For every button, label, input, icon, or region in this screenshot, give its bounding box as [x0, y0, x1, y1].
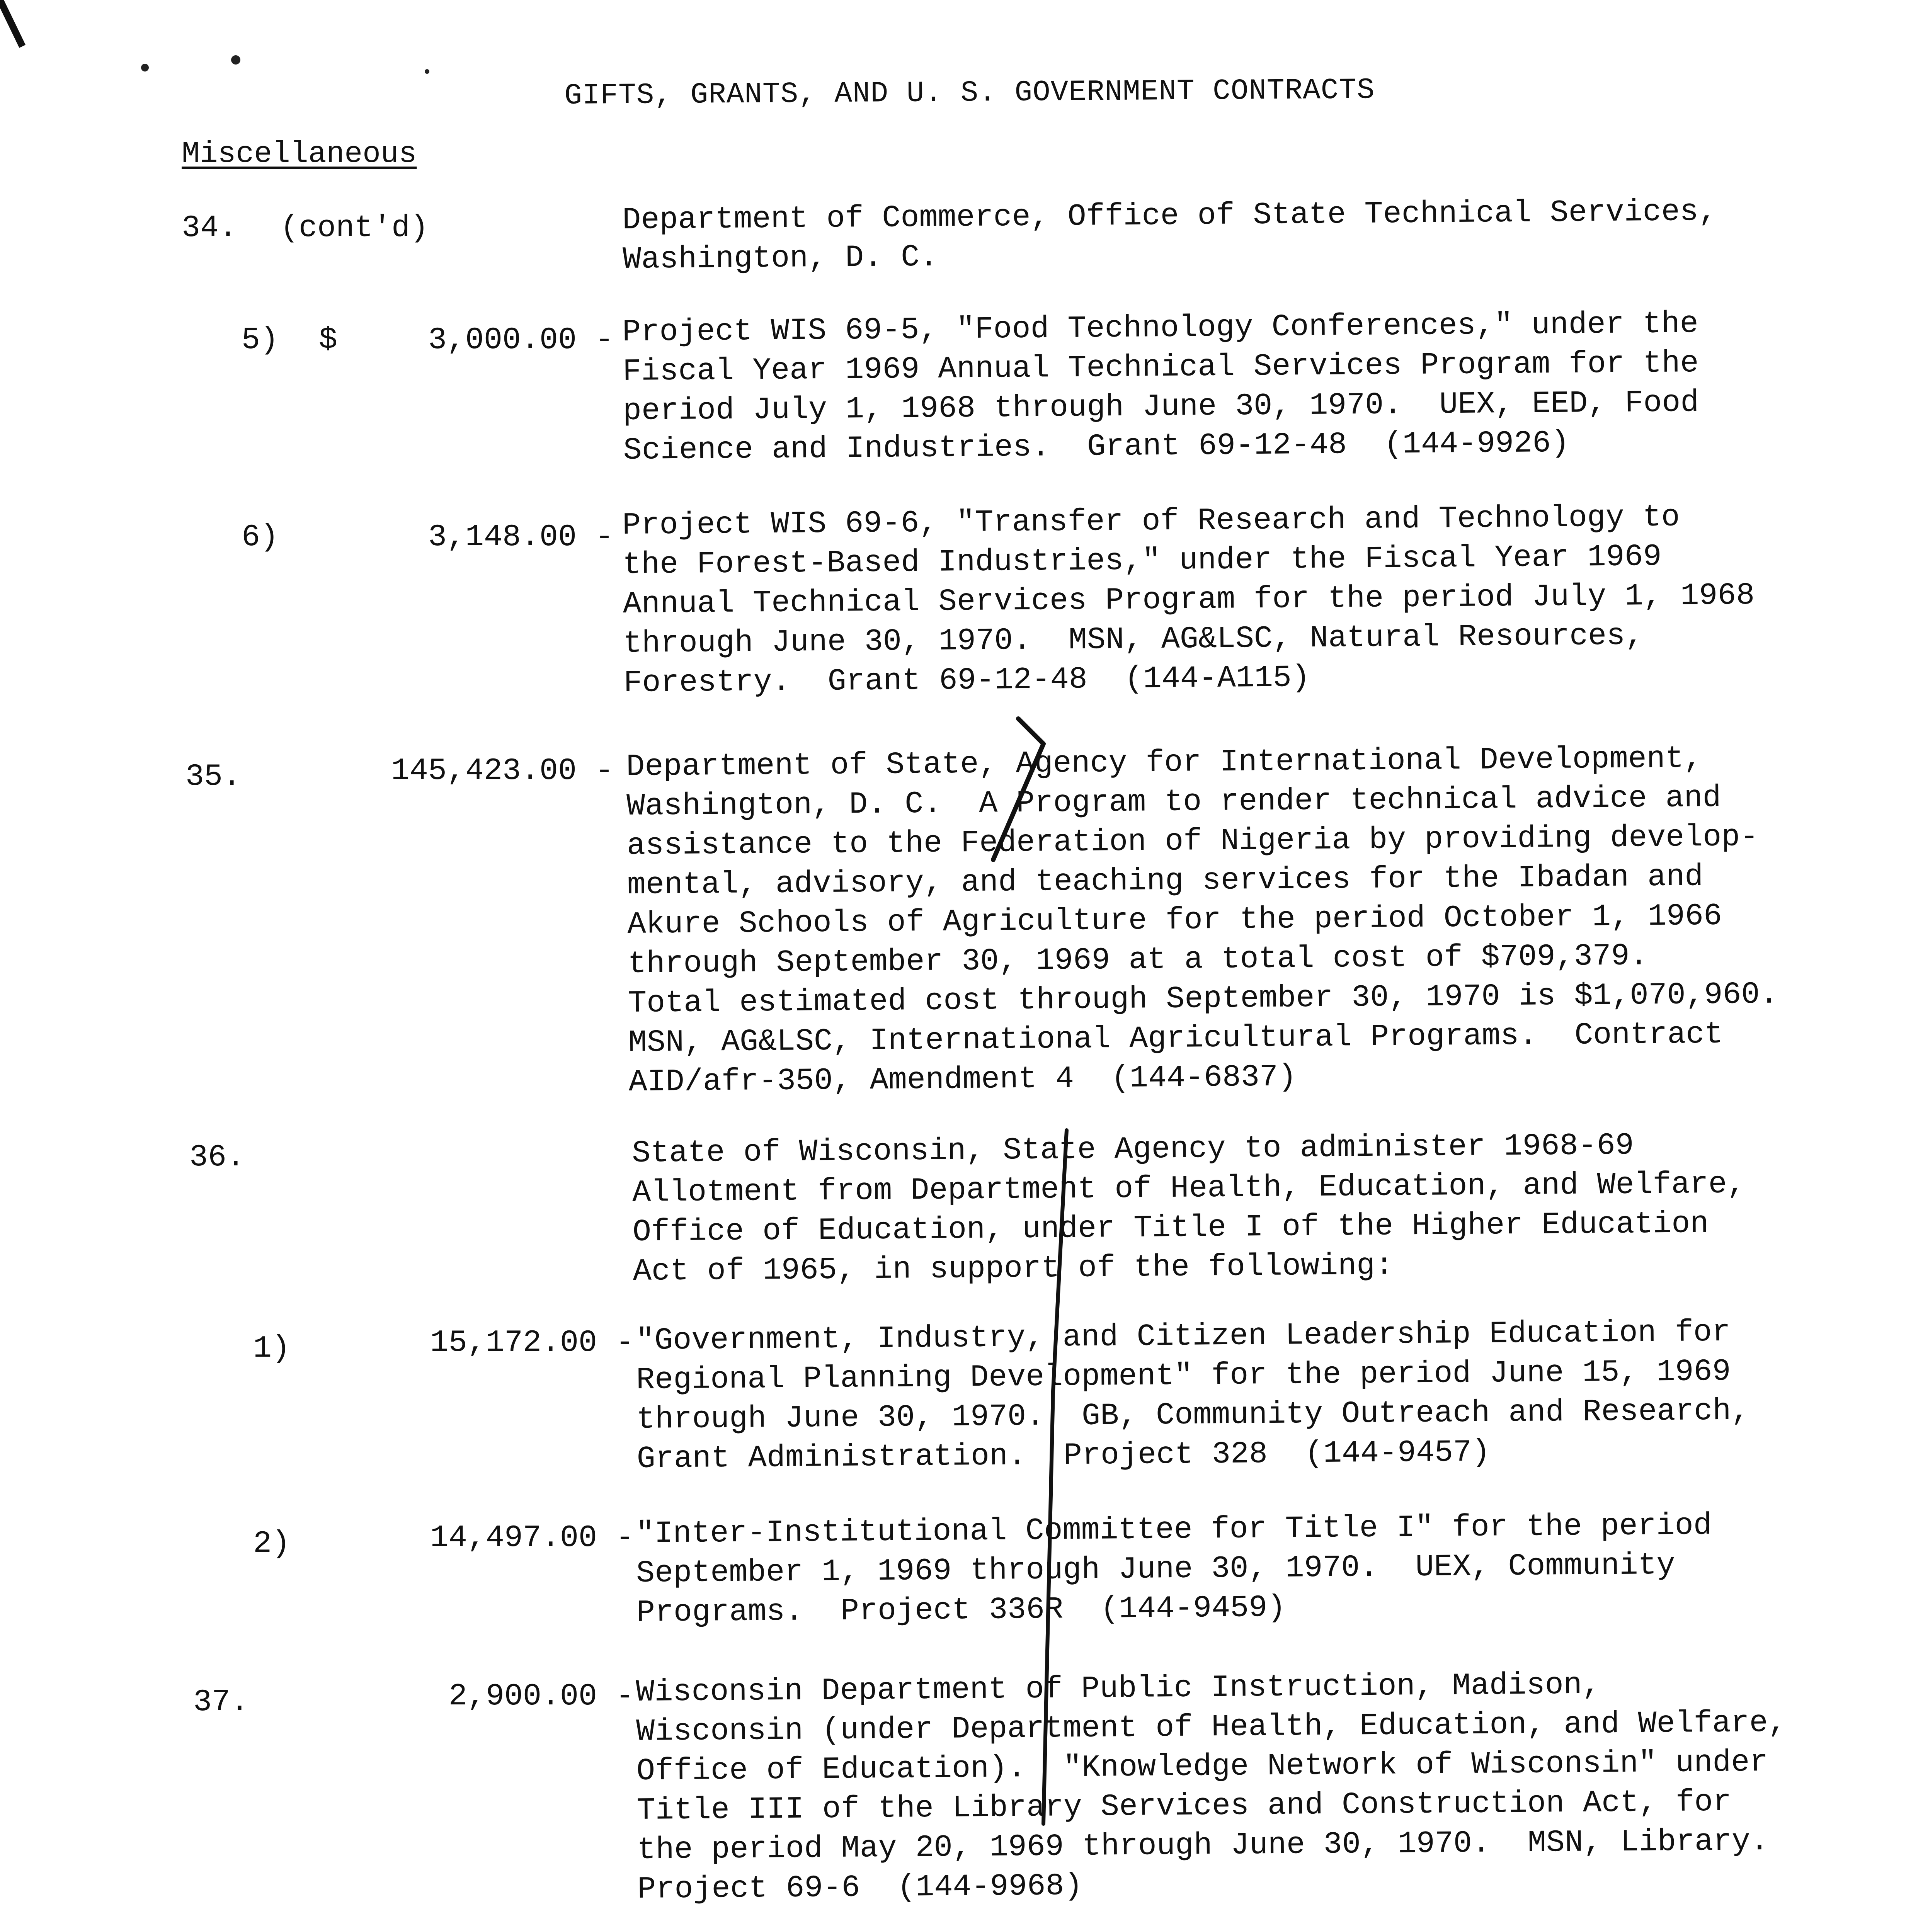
entry-number: 5) [242, 323, 279, 358]
corner-mark [0, 0, 22, 46]
entry-continued-label: (cont'd) [280, 211, 429, 246]
entry-description: "Government, Industry, and Citizen Leadership Education for Regional Planning Development" for the period June 15, 1969 through June 30, 1970. GB, Community Outreach and Research, Grant Administration. Project 328 (144-9457) [636, 1315, 1750, 1477]
entry-amount: 3,000.00 - [428, 323, 614, 358]
entry-amount: 15,172.00 - [430, 1325, 634, 1361]
entry-description: Wisconsin Department of Public Instruction, Madison, Wisconsin (under Department of Health, Education, and Welfare, Office of Education). "Knowledge Network of Wisconsin" under Title III of the Library Services and Construction Act, for the period May 20, 1969 through June 30, 1970. MSN, Library. Project 69-6 (144-9968) [636, 1667, 1787, 1907]
entry-number: 6) [242, 520, 279, 555]
entry-description: Project WIS 69-6, "Transfer of Research and Technology to the Forest-Based Industries," under the Fiscal Year 1969 Annual Technical Services Program for the period July 1, 1968 through June 30, 1970. MSN, AG&LSC, Natural Resources, Forestry. Grant 69-12-48 (144-A115) [622, 500, 1755, 701]
paper-speck [231, 55, 240, 65]
entry-number: 36. [189, 1140, 245, 1175]
currency-symbol: $ [319, 323, 338, 358]
entry-number: 37. [193, 1685, 249, 1720]
entry-description: "Inter-Institutional Committee for Title I" for the period September 1, 1969 through June 30, 1970. UEX, Community Programs. Project 336R (144-9459) [636, 1508, 1712, 1631]
entry-description: Project WIS 69-5, "Food Technology Conferences," under the Fiscal Year 1969 Annual Technical Services Program for the period July 1, 1968 through June 30, 1970. UEX, EED, Food Science and Industries. Grant 69-12-48 (144-9926) [622, 306, 1699, 468]
entry-description: State of Wisconsin, State Agency to administer 1968-69 Allotment from Department of Health, Education, and Welfare, Office of Education, under Title I of the Higher Education Act of 1965, in support of the following: [632, 1128, 1746, 1289]
entry-description: Department of Commerce, Office of State Technical Services, Washington, D. C. [622, 194, 1717, 277]
section-label: Miscellaneous [182, 137, 417, 171]
entry-amount: 3,148.00 - [428, 520, 614, 555]
entry-amount: 14,497.00 - [430, 1520, 634, 1556]
paper-speck [141, 64, 149, 71]
entry-number: 35. [185, 759, 242, 794]
entry-amount: 145,423.00 - [391, 753, 614, 789]
entry-amount: 2,900.00 - [448, 1679, 634, 1714]
paper-speck [425, 69, 429, 74]
entry-number: 2) [253, 1526, 291, 1561]
entry-number: 34. [182, 211, 238, 246]
entry-number: 1) [253, 1331, 291, 1366]
page-title: GIFTS, GRANTS, AND U. S. GOVERNMENT CONTRACTS [564, 73, 1375, 112]
entry-description: Department of State, Agency for International Development, Washington, D. C. A Program to render technical advice and assistance to the Federation of Nigeria by providing develop- mental, advisory, and teaching services for the Ibadan and Akure Schools of Agriculture for the period October 1, 1966 through September 30, 1969 at a total cost of $709,379. Total estimated cost through September 30, 1970 is $1,070,960. MSN, AG&LSC, International Agricultural Programs. Contract AID/afr-350, Amendment 4 (144-6837) [626, 741, 1778, 1100]
